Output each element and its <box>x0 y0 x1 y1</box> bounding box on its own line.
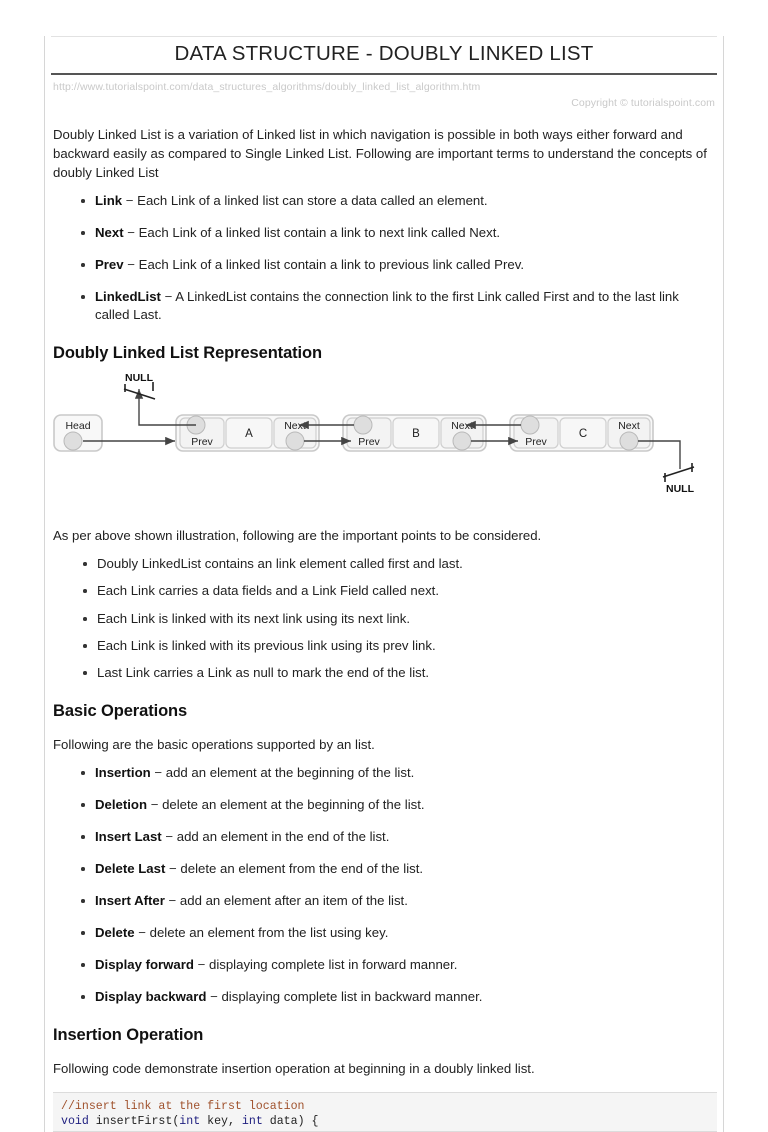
source-url[interactable]: http://www.tutorialspoint.com/data_structures_algorithms/doubly_linked_list_algorithm.htm <box>53 81 481 93</box>
operation-dash: − <box>154 765 163 780</box>
operation-label: Delete Last <box>95 861 166 876</box>
list-item <box>95 256 711 274</box>
basic-operations-lead: Following are the basic operations supported by an list. <box>53 737 375 752</box>
operation-label: Insert Last <box>95 829 162 844</box>
operation-label: Display forward <box>95 957 194 972</box>
list-item <box>95 892 711 910</box>
operation-dash: − <box>165 829 174 844</box>
list-item: Each Link is linked with its next link using its next link. <box>97 610 711 628</box>
list-item <box>95 288 711 324</box>
node-b <box>343 415 486 451</box>
points-lead: As per above shown illustration, following are the important points to be considered. <box>53 528 542 543</box>
term-label: Link <box>95 193 123 208</box>
list-item: Each Link is linked with its previous link using its prev link. <box>97 637 711 655</box>
page-title: DATA STRUCTURE - DOUBLY LINKED LIST <box>51 36 717 75</box>
document-frame <box>44 36 724 1132</box>
code-keyword-void: void <box>61 1115 89 1128</box>
operation-dash: − <box>138 925 146 940</box>
term-dash: − <box>127 257 135 272</box>
intro-paragraph: Doubly Linked List is a variation of Linked list in which navigation is possible in both ways either forward and backward easily as compared to Single Linked List. Following are important terms to understand the concepts of doubly Linked List <box>53 127 707 180</box>
list-item: Last Link carries a Link as null to mark the end of the list. <box>97 664 711 682</box>
operation-desc: delete an element from the list using key. <box>149 925 389 940</box>
section-heading-representation: Doubly Linked List Representation <box>53 344 322 362</box>
terms-list <box>51 192 717 324</box>
node-a <box>176 415 319 451</box>
term-desc: A LinkedList contains the connection link to the first Link called First and to the last link called Last. <box>95 289 679 322</box>
operation-desc: add an element after an item of the list. <box>179 893 408 908</box>
list-item <box>95 860 711 878</box>
operation-label: Delete <box>95 925 135 940</box>
term-desc: Each Link of a linked list can store a data called an element. <box>137 193 488 208</box>
data-value: C <box>578 428 588 440</box>
operation-desc: add an element in the end of the list. <box>176 829 390 844</box>
operation-desc: displaying complete list in backward manner. <box>221 989 483 1004</box>
term-label: Next <box>95 225 124 240</box>
node-c <box>510 415 653 451</box>
list-item <box>95 224 711 242</box>
points-list <box>51 555 717 682</box>
list-item <box>95 192 711 210</box>
term-dash: − <box>127 225 135 240</box>
copyright-notice: Copyright © tutorialspoint.com <box>571 97 715 109</box>
operation-label: Insert After <box>95 893 165 908</box>
operation-desc: delete an element at the beginning of the list. <box>162 797 425 812</box>
section-heading-basic-operations: Basic Operations <box>53 702 188 720</box>
operation-desc: add an element at the beginning of the list. <box>165 765 415 780</box>
doubly-linked-list-diagram <box>51 372 717 512</box>
list-item <box>95 924 711 942</box>
head-label: Head <box>65 420 91 432</box>
list-item <box>95 956 711 974</box>
operation-dash: − <box>197 957 206 972</box>
operation-desc: displaying complete list in forward manner. <box>208 957 458 972</box>
operation-dash: − <box>168 893 177 908</box>
operation-desc: delete an element from the end of the list. <box>180 861 424 876</box>
code-comment-line: //insert link at the first location <box>61 1100 305 1113</box>
term-label: LinkedList <box>95 289 161 304</box>
next-label: Next <box>451 420 473 432</box>
term-label: Prev <box>95 257 124 272</box>
basic-operations-list <box>51 764 717 1006</box>
next-label: Next <box>284 420 306 432</box>
null-symbol-bottom <box>663 463 695 495</box>
operation-label: Deletion <box>95 797 148 812</box>
term-desc: Each Link of a linked list contain a link to previous link called Prev. <box>138 257 524 272</box>
section-heading-insertion-operation: Insertion Operation <box>53 1026 204 1044</box>
code-param-key: key, <box>200 1115 242 1128</box>
code-function-name: insertFirst( <box>88 1115 180 1128</box>
operation-dash: − <box>169 861 177 876</box>
data-value: A <box>245 428 253 440</box>
term-dash: − <box>125 193 134 208</box>
insertion-operation-lead: Following code demonstrate insertion operation at beginning in a doubly linked list. <box>53 1061 535 1076</box>
term-desc: Each Link of a linked list contain a link to next link called Next. <box>138 225 501 240</box>
list-item <box>95 764 711 782</box>
operation-dash: − <box>150 797 159 812</box>
code-param-data: data) { <box>262 1115 319 1128</box>
list-item: Doubly LinkedList contains an link element called first and last. <box>97 555 711 573</box>
operation-label: Insertion <box>95 765 151 780</box>
prev-label: Prev <box>191 436 213 448</box>
operation-label: Display backward <box>95 989 207 1004</box>
list-item <box>95 988 711 1006</box>
code-block[interactable] <box>53 1092 717 1132</box>
list-item <box>95 796 711 814</box>
null-label-bottom: NULL <box>666 483 694 495</box>
next-label: Next <box>618 420 640 432</box>
term-dash: − <box>164 289 173 304</box>
head-node <box>54 415 102 451</box>
list-item <box>95 828 711 846</box>
prev-label: Prev <box>525 436 547 448</box>
list-item: Each Link carries a data fields and a Link Field called next. <box>97 582 711 601</box>
operation-dash: − <box>210 989 218 1004</box>
null-label-top: NULL <box>125 372 153 384</box>
prev-label: Prev <box>358 436 380 448</box>
data-value: B <box>412 428 420 440</box>
code-keyword-int-1: int <box>179 1115 201 1128</box>
code-keyword-int-2: int <box>241 1115 263 1128</box>
